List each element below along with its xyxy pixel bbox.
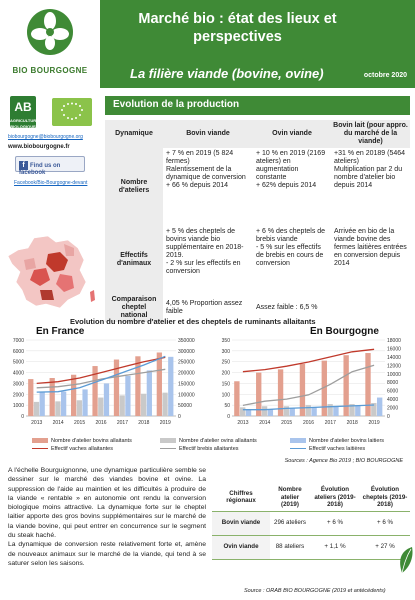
x-tick-label: 2019 [368, 420, 380, 426]
table-cell: 4,05 % Proportion assez faible [166, 300, 243, 315]
column-header: Dynamique [105, 120, 163, 148]
x-tick-label: 2013 [237, 420, 249, 426]
facebook-page-link[interactable]: Facebook/Bio-Bourgogne-devant [14, 180, 88, 186]
bar [355, 405, 360, 416]
bar [98, 398, 103, 416]
legend-label: Effectif brebis allaitantes [179, 446, 239, 452]
column-header: Nombre atelier (2019) [270, 484, 310, 511]
legend-line [290, 448, 306, 449]
bar [82, 389, 87, 416]
x-tick-label: 2017 [324, 420, 336, 426]
right-tick-label: 12000 [387, 363, 401, 370]
bar [104, 383, 109, 416]
bar [343, 355, 348, 416]
right-tick-label: 0 [387, 414, 390, 420]
facebook-button-label: Find us on facebook [19, 163, 61, 176]
table-cell [331, 294, 410, 322]
column-header: Évolution ateliers (2019-2018) [310, 484, 360, 511]
bar [311, 408, 316, 416]
bar [28, 379, 33, 416]
facebook-button[interactable] [15, 156, 85, 176]
bar [240, 407, 245, 416]
x-tick-label: 2016 [302, 420, 315, 426]
bar [141, 394, 146, 416]
left-tick-label: 100 [221, 392, 230, 399]
right-tick-label: 100000 [178, 392, 195, 399]
x-tick-label: 2016 [95, 420, 107, 426]
legend-item [290, 446, 365, 452]
left-tick-label: 0 [227, 414, 230, 420]
bar [50, 378, 55, 416]
page-title: Marché bio : état des lieux et perspectives [138, 11, 337, 45]
eu-organic-leaf-icon [52, 98, 92, 126]
flower-logo-icon [26, 8, 74, 56]
table-cell: 88 ateliers [270, 535, 310, 559]
table-cell: + 6 % [310, 511, 360, 535]
right-tick-label: 50000 [178, 403, 192, 410]
analysis-text [8, 466, 206, 568]
bar [262, 406, 267, 416]
table-header-row [105, 120, 410, 148]
bar [290, 408, 295, 416]
legend-label: Nombre d'atelier ovins allaitants [179, 438, 257, 444]
bar [327, 404, 332, 416]
leaf-icon [396, 545, 414, 575]
left-tick-label: 0 [21, 414, 24, 420]
table-header-row [212, 484, 410, 511]
bar [365, 353, 370, 416]
paragraph: A l'échelle Bourguignonne, une dynamique particulière semble se dessiner sur le marché des viandes bovine et ovine. La suppression de l'aide au maintien et les difficultés à produire de la viande « rentable » en autonomie ont rendu la conversion biologique moins attractive. La dynamique forte sur le cheptel laitier apporte des gros bovins supplémentaires sur le marché de la viande bovine, qui peut entrer en concurrence sur le segment du steak haché. [8, 467, 206, 540]
legend-label: Effectif vaches allaitantes [51, 446, 113, 452]
table-row [212, 535, 410, 559]
row-header: Nombre d'ateliers [105, 148, 163, 226]
x-tick-label: 2015 [74, 420, 86, 426]
legend-item [32, 438, 132, 444]
left-tick-label: 6000 [12, 348, 24, 355]
publication-date: octobre 2020 [363, 72, 407, 79]
bar [55, 401, 60, 416]
bar [34, 402, 39, 416]
right-tick-label: 150000 [178, 381, 195, 388]
column-header: Ovin viande [253, 120, 331, 148]
charts-title: Evolution du nombre d'atelier et des cheptels de ruminants allaitants [70, 317, 316, 326]
bar [147, 370, 152, 416]
left-tick-label: 4000 [12, 370, 24, 377]
bar [125, 376, 130, 416]
website-url[interactable]: www.biobourgogne.fr [8, 144, 70, 150]
table-cell: + 27 % [360, 535, 410, 559]
column-header: Bovin lait (pour appro. du marché de la viande) [331, 120, 410, 148]
right-tick-label: 16000 [387, 346, 401, 353]
legend-line [32, 448, 48, 449]
right-tick-label: 10000 [387, 371, 401, 378]
bar [157, 352, 162, 416]
left-tick-label: 3000 [12, 381, 24, 388]
france-map-icon [4, 234, 96, 310]
chart-france-plot [0, 326, 206, 438]
legend-line [160, 448, 176, 449]
table-cell: + 1,1 % [310, 535, 360, 559]
bar [120, 395, 125, 416]
row-header: Effectifs d'animaux [105, 226, 163, 294]
left-tick-label: 7000 [12, 338, 24, 344]
right-tick-label: 6000 [387, 388, 399, 395]
brand-logo [0, 0, 100, 80]
paragraph: La dynamique de conversion reste relativement forte et, amène de nouveaux animaux sur le marché de la viande, qui tend à se saturer selon les saisons. [8, 541, 206, 567]
email-link[interactable]: biobourgogne@biobourgogne.org [8, 134, 83, 140]
legend-swatch [290, 438, 306, 443]
legend-label: Nombre d'atelier bovins allaitants [51, 438, 132, 444]
right-tick-label: 250000 [178, 359, 195, 366]
row-header: Bovin viande [212, 511, 270, 535]
table-cell: + 7 % en 2019 (5 824 fermes) Ralentissement de la dynamique de conversion + 66 % depuis 2014 [166, 150, 246, 189]
right-tick-label: 200000 [178, 370, 195, 377]
left-tick-label: 250 [221, 359, 230, 366]
series-line [243, 349, 374, 371]
x-tick-label: 2017 [116, 420, 128, 426]
legend-item [32, 446, 113, 452]
x-tick-label: 2019 [159, 420, 171, 426]
bar [246, 409, 251, 416]
brand-name: BIO BOURGOGNE [12, 66, 88, 75]
legend-swatch [32, 438, 48, 443]
right-tick-label: 2000 [387, 405, 399, 412]
x-tick-label: 2014 [259, 420, 271, 426]
production-table [105, 120, 410, 322]
legend-item [290, 438, 384, 444]
legend-item [160, 438, 257, 444]
right-tick-label: 4000 [387, 397, 399, 404]
bar [234, 381, 239, 416]
row-header: Ovin viande [212, 535, 270, 559]
bar [77, 400, 82, 416]
table-row [105, 148, 410, 226]
legend-label: Effectif vaches laitières [309, 446, 366, 452]
chart-bourgogne-plot [206, 326, 415, 438]
bar [162, 393, 167, 416]
left-tick-label: 50 [224, 403, 230, 410]
table-cell: + 10 % en 2019 (2169 ateliers) en augmentation constante + 62% depuis 2014 [256, 150, 326, 189]
column-header: Chiffres régionaux [212, 484, 270, 511]
page-header [100, 0, 415, 88]
series-line [243, 365, 374, 405]
bar [333, 406, 338, 416]
right-tick-label: 18000 [387, 338, 401, 344]
regional-table [212, 484, 410, 560]
row-header: Comparaison cheptel national [105, 294, 163, 322]
table-cell: + 6 % des cheptels de brebis viande - 5 % sur les effectifs de brebis en cours de conversion [256, 228, 326, 267]
left-tick-label: 200 [221, 370, 230, 377]
table-cell: 296 ateliers [270, 511, 310, 535]
legend-label: Nombre d'atelier bovins laitiers [309, 438, 385, 444]
x-tick-label: 2018 [346, 420, 358, 426]
legend-swatch [160, 438, 176, 443]
column-header: Bovin viande [163, 120, 253, 148]
sidebar [0, 88, 105, 318]
bar [71, 375, 76, 416]
x-tick-label: 2013 [31, 420, 43, 426]
right-tick-label: 0 [178, 414, 181, 420]
column-header: Évolution cheptels (2019-2018) [360, 484, 410, 511]
right-tick-label: 8000 [387, 380, 399, 387]
bar [135, 356, 140, 416]
chart-title: En Bourgogne [310, 326, 379, 337]
table-cell: Assez faible : 6,5 % [256, 304, 318, 311]
left-tick-label: 1000 [12, 403, 24, 410]
table-cell: + 6 % [360, 511, 410, 535]
table-cell: Arrivée en bio de la viande bovine des fermes laitières entrées en conversion depuis 2014 [334, 228, 407, 267]
right-tick-label: 14000 [387, 354, 401, 361]
x-tick-label: 2018 [138, 420, 150, 426]
table-cell: + 5 % des cheptels de bovins viande bio supplémentaire en 2018-2019. - 2 % sur les effectifs en conversion [166, 228, 244, 275]
bar [377, 398, 382, 416]
right-tick-label: 350000 [178, 338, 195, 344]
bar [61, 392, 66, 416]
left-tick-label: 150 [221, 381, 230, 388]
chart-title: En France [36, 326, 85, 337]
table-row [212, 511, 410, 535]
ab-label-icon: AB AGRICULTURE BIOLOGIQUE [10, 96, 36, 128]
bar [168, 357, 173, 416]
table-sources: Source : ORAB BIO BOURGOGNE (2019 et antécédents) [244, 588, 386, 594]
x-tick-label: 2014 [52, 420, 64, 426]
section-header: Evolution de la production [105, 96, 410, 115]
left-tick-label: 2000 [12, 392, 24, 399]
charts-sources: Sources : Agence Bio 2019 ; BIO BOURGOGNE [284, 458, 403, 464]
page-subtitle: La filière viande (bovine, ovine) [130, 66, 324, 81]
facebook-icon: f [19, 161, 28, 170]
table-row [105, 226, 410, 294]
x-tick-label: 2015 [281, 420, 293, 426]
left-tick-label: 300 [221, 348, 230, 355]
bar [40, 392, 45, 416]
table-cell: +31 % en 20189 (5464 ateliers) Multiplication par 2 du nombre d'atelier bio depuis 2014 [334, 150, 406, 189]
left-tick-label: 5000 [12, 359, 24, 366]
left-tick-label: 350 [221, 338, 230, 344]
bar [306, 405, 311, 416]
right-tick-label: 300000 [178, 348, 195, 355]
legend-item [160, 446, 239, 452]
